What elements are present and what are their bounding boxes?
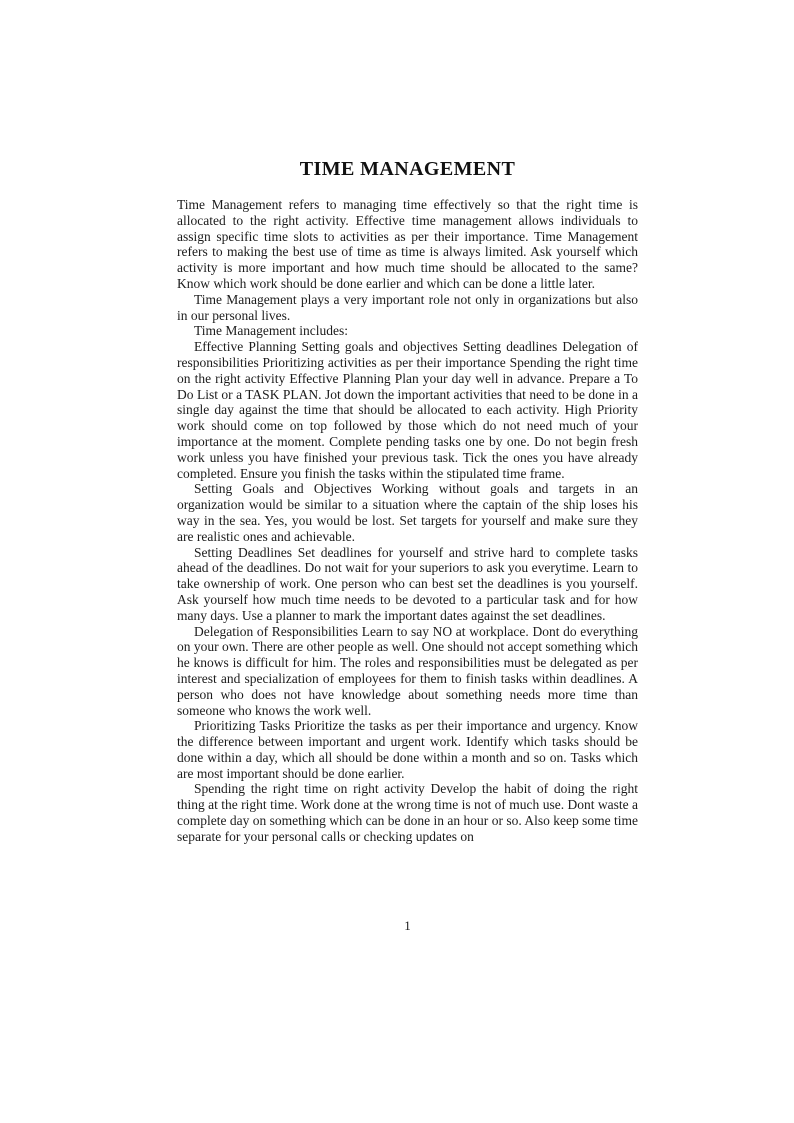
page-title: TIME MANAGEMENT xyxy=(299,158,516,180)
paragraph-includes: Time Management includes: xyxy=(194,323,348,339)
paragraph-setting-goals: Setting Goals and Objectives Working without goals and targets in an organization would be similar to a situation where the captain of the ship loses his way in the sea. Yes, you would be lost. Set targets for yourself and make sure they are realistic ones and achievable. xyxy=(177,481,638,544)
paragraph-intro: Time Management refers to managing time effectively so that the right time is allocated to the right activity. Effective time management allows individuals to assign specific time slots to activities as per their importance. Time Management refers to making the best use of time as time is always limited. Ask yourself which activity is more important and how much time should be allocated to the same? Know which work should be done earlier and which can be done a little later. xyxy=(177,197,638,291)
document-body xyxy=(177,197,638,845)
paragraph-prioritizing: Prioritizing Tasks Prioritize the tasks as per their importance and urgency. Know the difference between important and urgent work. Identify which tasks should be done within a day, which all should be done within a month and so on. Tasks which are most important should be done earlier. xyxy=(177,718,638,781)
paragraph-delegation: Delegation of Responsibilities Learn to say NO at workplace. Dont do everything on your own. There are other people as well. One should not accept something which he knows is difficult for him. The roles and responsibilities must be delegated as per interest and specialization of employees for them to finish tasks within deadlines. A person who does not have knowledge about something needs more time than someone who knows the work well. xyxy=(177,623,638,718)
page-number: 1 xyxy=(404,918,411,933)
paragraph-right-time: Spending the right time on right activity Develop the habit of doing the right thing at the right time. Work done at the wrong time is not of much use. Dont waste a complete day on something which can be done in an hour or so. Also keep some time separate for your personal calls or checking updates on xyxy=(177,781,638,844)
paragraph-setting-deadlines: Setting Deadlines Set deadlines for yourself and strive hard to complete tasks ahead of the deadlines. Do not wait for your superiors to ask you everytime. Learn to take ownership of work. One person who can best set the deadlines is you yourself. Ask yourself how much time needs to be devoted to a particular task and for how many days. Use a planner to mark the important dates against the set deadlines. xyxy=(177,544,638,623)
paragraph-role: Time Management plays a very important role not only in organizations but also in our personal lives. xyxy=(177,291,638,323)
text-block xyxy=(177,158,638,845)
paragraph-effective-planning: Effective Planning Setting goals and objectives Setting deadlines Delegation of responsibilities Prioritizing activities as per their importance Spending the right time on the right activity Effective Planning Plan your day well in advance. Prepare a To Do List or a TASK PLAN. Jot down the important activities that need to be done in a single day against the time that should be allocated to each activity. High Priority work should come on top followed by those which do not need much of your importance at the moment. Complete pending tasks one by one. Do not begin fresh work unless you have finished your previous task. Tick the ones you have already completed. Ensure you finish the tasks within the stipulated time frame. xyxy=(177,339,638,481)
